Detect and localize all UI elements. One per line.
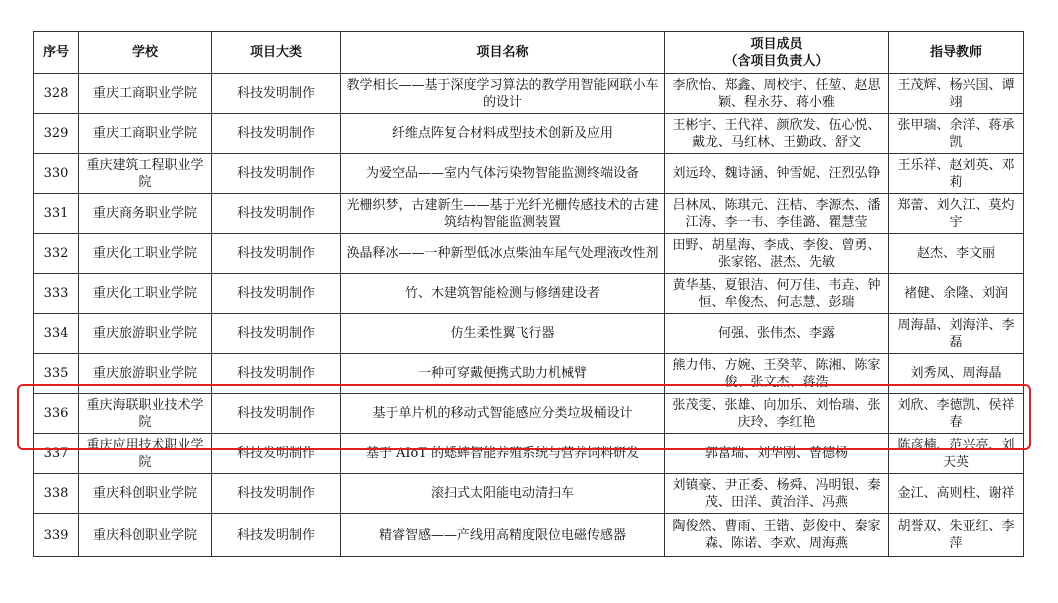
cell-school: 重庆旅游职业学院 (79, 354, 212, 394)
cell-members: 陶俊然、曹雨、王锴、彭俊中、秦家森、陈诺、李欢、周海燕 (665, 514, 889, 557)
cell-category: 科技发明制作 (212, 354, 341, 394)
cell-school: 重庆旅游职业学院 (79, 314, 212, 354)
cell-project-name: 为爱空品——室内气体污染物智能监测终端设备 (341, 154, 665, 194)
cell-school: 重庆科创职业学院 (79, 474, 212, 514)
cell-category: 科技发明制作 (212, 314, 341, 354)
cell-school: 重庆建筑工程职业学院 (79, 154, 212, 194)
cell-teachers: 刘秀凤、周海晶 (889, 354, 1024, 394)
table-row (34, 234, 1024, 274)
cell-school: 重庆工商职业学院 (79, 114, 212, 154)
table-row (34, 194, 1024, 234)
cell-members: 郭富瑞、刘华刚、曾德杨 (665, 434, 889, 474)
table-row (34, 394, 1024, 434)
header-school: 学校 (79, 32, 212, 74)
cell-members: 刘远玲、魏诗涵、钟雪妮、汪烈弘铮 (665, 154, 889, 194)
table-row (34, 154, 1024, 194)
cell-teachers: 金江、高则柱、谢祥 (889, 474, 1024, 514)
cell-no: 328 (34, 74, 79, 114)
header-name: 项目名称 (341, 32, 665, 74)
cell-category: 科技发明制作 (212, 194, 341, 234)
cell-members: 吕林凤、陈琪元、汪桔、李源杰、潘江涛、李一韦、李佳潞、瞿慧莹 (665, 194, 889, 234)
table-row (34, 274, 1024, 314)
table-body (34, 74, 1024, 557)
cell-school: 重庆应用技术职业学院 (79, 434, 212, 474)
cell-teachers: 赵杰、李文丽 (889, 234, 1024, 274)
cell-category: 科技发明制作 (212, 74, 341, 114)
cell-teachers: 王乐祥、赵刘英、邓莉 (889, 154, 1024, 194)
cell-school: 重庆化工职业学院 (79, 274, 212, 314)
cell-no: 335 (34, 354, 79, 394)
cell-no: 333 (34, 274, 79, 314)
cell-teachers: 王茂辉、杨兴国、谭翊 (889, 74, 1024, 114)
cell-teachers: 褚健、余隆、刘润 (889, 274, 1024, 314)
cell-category: 科技发明制作 (212, 434, 341, 474)
cell-teachers: 张甲瑞、余洋、蒋承凯 (889, 114, 1024, 154)
table-row (34, 354, 1024, 394)
cell-project-name: 教学相长——基于深度学习算法的教学用智能网联小车的设计 (341, 74, 665, 114)
cell-project-name: 基于单片机的移动式智能感应分类垃圾桶设计 (341, 394, 665, 434)
cell-no: 330 (34, 154, 79, 194)
table-row (34, 434, 1024, 474)
cell-category: 科技发明制作 (212, 474, 341, 514)
cell-teachers: 陈彦楠、范兴亮、刘天英 (889, 434, 1024, 474)
cell-members: 黄华基、夏银洁、何万佳、韦垚、钟恒、牟俊杰、何志慧、彭瑞 (665, 274, 889, 314)
cell-project-name: 竹、木建筑智能检测与修缮建设者 (341, 274, 665, 314)
cell-no: 338 (34, 474, 79, 514)
cell-members: 何强、张伟杰、李露 (665, 314, 889, 354)
cell-school: 重庆海联职业技术学院 (79, 394, 212, 434)
cell-members: 田野、胡星海、李成、李俊、曾勇、张家铭、湛杰、先敏 (665, 234, 889, 274)
cell-members: 刘镇豪、尹正委、杨舜、冯明银、秦茂、田洋、黄治洋、冯燕 (665, 474, 889, 514)
header-teachers: 指导教师 (889, 32, 1024, 74)
cell-category: 科技发明制作 (212, 394, 341, 434)
cell-no: 334 (34, 314, 79, 354)
cell-project-name: 一种可穿戴便携式助力机械臂 (341, 354, 665, 394)
cell-project-name: 涣晶释冰——一种新型低冰点柴油车尾气处理液改性剂 (341, 234, 665, 274)
cell-no: 332 (34, 234, 79, 274)
cell-school: 重庆工商职业学院 (79, 74, 212, 114)
cell-teachers: 刘欣、李德凯、侯祥春 (889, 394, 1024, 434)
header-members-line1: 项目成员 (750, 36, 803, 52)
header-category: 项目大类 (212, 32, 341, 74)
cell-members: 李欣怡、郑鑫、周校宇、任堃、赵思颖、程永芬、蒋小雅 (665, 74, 889, 114)
cell-no: 339 (34, 514, 79, 557)
header-no: 序号 (34, 32, 79, 74)
cell-teachers: 郑蕾、刘久江、莫灼宇 (889, 194, 1024, 234)
cell-category: 科技发明制作 (212, 114, 341, 154)
cell-teachers: 周海晶、刘海洋、李磊 (889, 314, 1024, 354)
cell-project-name: 仿生柔性翼飞行器 (341, 314, 665, 354)
cell-members: 王彬宇、王代祥、颜欣发、伍心悦、戴龙、马红林、王勤政、舒文 (665, 114, 889, 154)
header-members-line2: （含项目负责人） (724, 53, 829, 69)
cell-school: 重庆化工职业学院 (79, 234, 212, 274)
cell-no: 329 (34, 114, 79, 154)
cell-project-name: 基于 AIoT 的蟋蟀智能养殖系统与营养饲料研发 (341, 434, 665, 474)
cell-category: 科技发明制作 (212, 514, 341, 557)
cell-project-name: 纤维点阵复合材料成型技术创新及应用 (341, 114, 665, 154)
table-row (34, 314, 1024, 354)
cell-no: 337 (34, 434, 79, 474)
cell-teachers: 胡誉双、朱亚红、李萍 (889, 514, 1024, 557)
cell-school: 重庆商务职业学院 (79, 194, 212, 234)
table-row (34, 514, 1024, 557)
cell-school: 重庆科创职业学院 (79, 514, 212, 557)
cell-no: 331 (34, 194, 79, 234)
award-table (33, 31, 1024, 557)
cell-category: 科技发明制作 (212, 234, 341, 274)
cell-no: 336 (34, 394, 79, 434)
header-members (665, 32, 889, 74)
cell-members: 张茂雯、张雄、向加乐、刘怡瑞、张庆玲、李红艳 (665, 394, 889, 434)
table-row (34, 474, 1024, 514)
cell-members: 熊力伟、方婉、王癸苹、陈湘、陈家俊、张文杰、蒋浩 (665, 354, 889, 394)
table-row (34, 114, 1024, 154)
cell-category: 科技发明制作 (212, 154, 341, 194)
table-row (34, 74, 1024, 114)
cell-category: 科技发明制作 (212, 274, 341, 314)
header-row (34, 32, 1024, 74)
cell-project-name: 光栅织梦，古建新生——基于光纤光栅传感技术的古建筑结构智能监测装置 (341, 194, 665, 234)
cell-project-name: 精睿智感——产线用高精度限位电磁传感器 (341, 514, 665, 557)
cell-project-name: 滚扫式太阳能电动清扫车 (341, 474, 665, 514)
